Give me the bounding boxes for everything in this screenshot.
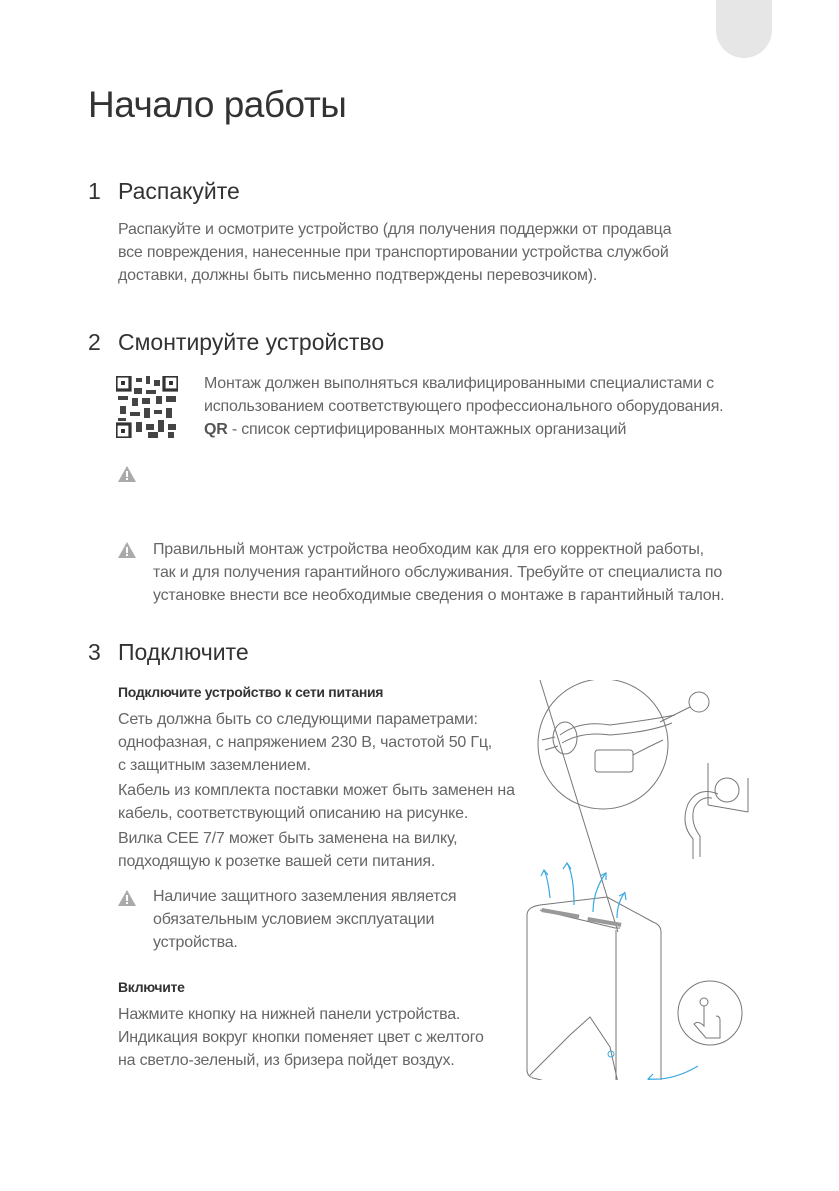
text-line: Наличие защитного заземления является <box>153 888 457 905</box>
page-title: Начало работы <box>88 84 347 125</box>
connection-illustration <box>500 680 790 1080</box>
text-line: устройства. <box>153 934 238 951</box>
text-line: Кабель из комплекта поставки может быть заменен на <box>118 782 515 799</box>
text-line: подходящую к розетке вашей сети питания. <box>118 853 436 870</box>
qr-caption <box>204 418 723 441</box>
text-line: Нажмите кнопку на нижней панели устройства. <box>118 1006 461 1023</box>
wall-socket-icon <box>685 763 748 859</box>
text-line: Индикация вокруг кнопки поменяет цвет с желтого <box>118 1029 484 1046</box>
text-line: Монтаж должен выполняться квалифицированными специалистами с <box>204 375 714 392</box>
step-2-heading <box>88 329 384 356</box>
step-3-heading <box>88 639 249 666</box>
step-title: Подключите <box>118 639 249 665</box>
subheading-power-on: Включите <box>118 979 185 995</box>
step-number: 3 <box>88 639 101 665</box>
qr-code-icon[interactable] <box>116 376 178 438</box>
text-line: установке внести все необходимые сведения о монтаже в гарантийный талон. <box>153 587 725 604</box>
step-title: Распакуйте <box>118 178 240 204</box>
power-cable-icon <box>538 680 709 809</box>
warning-icon <box>118 890 136 906</box>
text-line: однофазная, с напряжением 230 В, частотой 50 Гц, <box>118 734 493 751</box>
step-number: 1 <box>88 178 101 204</box>
text-line: использованием соответствующего профессионального оборудования. <box>204 398 724 415</box>
qr-text: - список сертифицированных монтажных организаций <box>227 421 627 438</box>
warning-icon <box>118 542 136 558</box>
qr-label: QR <box>204 421 228 438</box>
text-line: кабель, соответствующий описанию на рисунке. <box>118 805 469 822</box>
press-button-icon <box>678 981 742 1045</box>
step-1-heading <box>88 178 240 205</box>
text-line: Вилка CEE 7/7 может быть заменена на вилку, <box>118 830 458 847</box>
airflow-arrows-icon <box>541 863 626 918</box>
step-title: Смонтируйте устройство <box>118 329 385 355</box>
step-number: 2 <box>88 329 101 355</box>
text-line: все повреждения, нанесенные при транспортировании устройства службой <box>118 244 669 261</box>
text-line: обязательным условием эксплуатации <box>153 911 435 928</box>
subheading-connect: Подключите устройство к сети питания <box>118 684 384 700</box>
text-line: так и для получения гарантийного обслуживания. Требуйте от специалиста по <box>153 564 723 581</box>
text-line: Правильный монтаж устройства необходим как для его корректной работы, <box>153 541 704 558</box>
text-line: на светло-зеленый, из бризера пойдет воздух. <box>118 1052 455 1069</box>
warning-icon <box>118 466 136 482</box>
text-line: доставки, должны быть письменно подтверждены перевозчиком). <box>118 267 598 284</box>
text-line: Сеть должна быть со следующими параметрами: <box>118 711 478 728</box>
page-tab <box>716 0 772 58</box>
direction-arrow-icon <box>648 1066 698 1079</box>
text-line: с защитным заземлением. <box>118 757 311 774</box>
text-line: Распакуйте и осмотрите устройство (для получения поддержки от продавца <box>118 221 672 238</box>
